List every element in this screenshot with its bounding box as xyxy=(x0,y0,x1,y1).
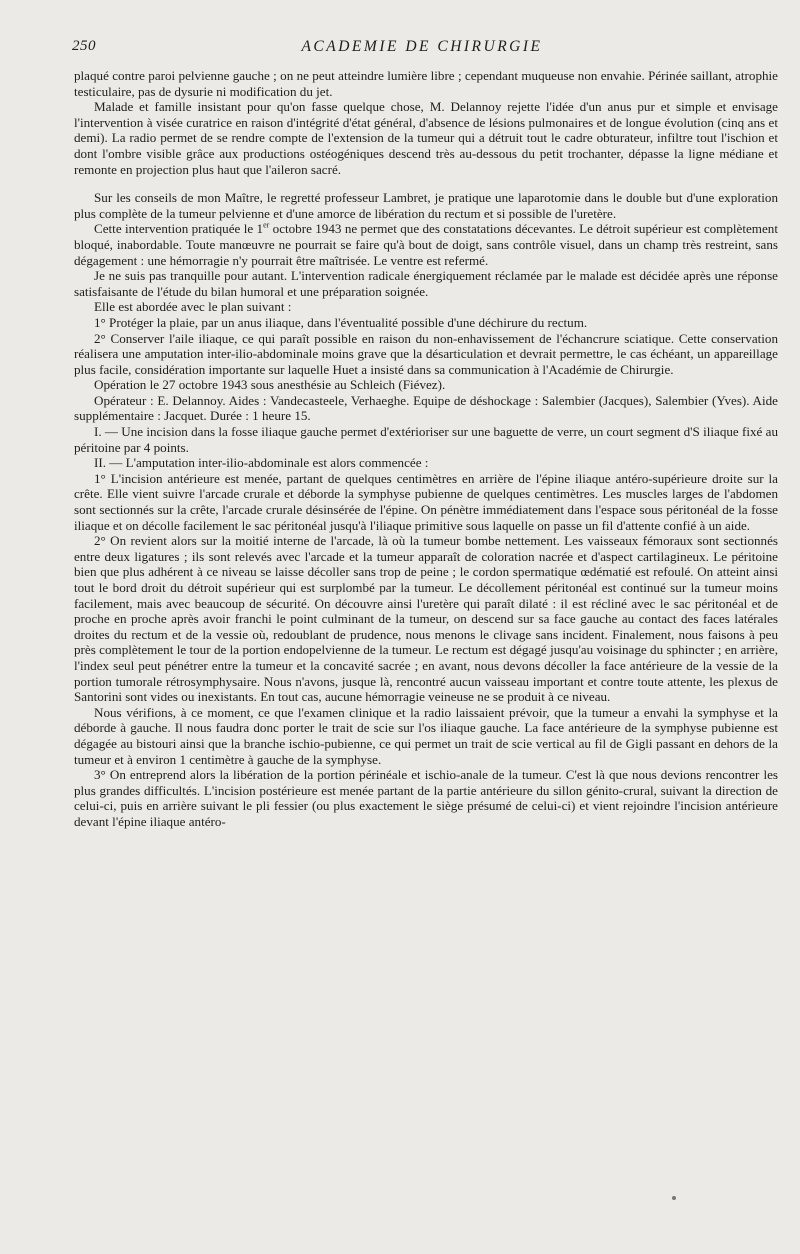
paragraph: Cette intervention pratiquée le 1er octobre 1943 ne permet que des constatations décevantes. Le détroit supérieur est complètement bloqué, inabordable. Toute manœuvre ne pourrait se faire qu'à bout de doigt, sans contrôle visuel, dans un champ très restreint, sans dégagement : une hémorragie n'y pourrait être maîtrisée. Le ventre est refermé. xyxy=(74,220,778,268)
page-number: 250 xyxy=(72,38,96,54)
paragraph: 2° Conserver l'aile iliaque, ce qui paraît possible en raison du non-enhavissement de l'échancrure sciatique. Cette conservation réalisera une amputation inter-ilio-abdominale moins grave que la désarticulation et devrait permettre, le cas échéant, un appareillage plus facile, considération importante sur laquelle Huet a insisté dans sa communication à l'Académie de Chirurgie. xyxy=(74,330,778,377)
paragraph: Opérateur : E. Delannoy. Aides : Vandecasteele, Verhaeghe. Equipe de déshockage : Salembier (Jacques), Salembier (Yves). Aide supplémentaire : Jacquet. Durée : 1 heure 15. xyxy=(74,392,778,424)
paragraph: Sur les conseils de mon Maître, le regretté professeur Lambret, je pratique une laparotomie dans le double but d'une exploration plus complète de la tumeur pelvienne et d'une amorce de libération du rectum et si possible de l'uretère. xyxy=(74,190,778,221)
paragraph: II. — L'amputation inter-ilio-abdominale est alors commencée : xyxy=(94,455,429,471)
paragraph: plaqué contre paroi pelvienne gauche ; on ne peut atteindre lumière libre ; cependant muqueuse non envahie. Périnée saillant, atrophie testiculaire, pas de dysurie ni modification du jet. xyxy=(74,68,778,99)
running-title: ACADEMIE DE CHIRURGIE xyxy=(301,38,543,55)
paragraph: Opération le 27 octobre 1943 sous anesthésie au Schleich (Fiévez). xyxy=(94,377,446,393)
paragraph: 3° On entreprend alors la libération de la portion périnéale et ischio-anale de la tumeur. C'est là que nous devions rencontrer les plus grandes difficultés. L'incision postérieure est menée partant de la partie antérieure du sillon génito-crural, suivant la direction de celui-ci, puis en arrière suivant le pli fessier (ou plus exactement le siège présumé de celui-ci) et vient rejoindre l'incision antérieure devant l'épine iliaque antéro- xyxy=(74,767,778,829)
paragraph: 1° L'incision antérieure est menée, partant de quelques centimètres en arrière de l'épine iliaque antéro-supérieure droite sur la crête. Elle vient suivre l'arcade crurale et déborde la symphyse pubienne de quelques centimètres. Les muscles larges de l'abdomen sont sectionnés sur la crête, l'arcade crurale désinsérée de l'épine. On pénètre immédiatement dans l'espace sous péritonéal de la fosse iliaque et on décolle facilement le sac péritonéal jusqu'à l'iliaque primitive sous laquelle on passe un fil d'attente confié à un aide. xyxy=(74,470,778,533)
paragraph: I. — Une incision dans la fosse iliaque gauche permet d'extérioriser sur une baguette de verre, un court segment d'S iliaque fixé au péritoine par 4 points. xyxy=(74,424,778,455)
paragraph: 2° On revient alors sur la moitié interne de l'arcade, là où la tumeur bombe nettement. Les vaisseaux fémoraux sont sectionnés entre deux ligatures ; ils sont relevés avec l'arcade et la tumeur apparaît de coloration nacrée et d'aspect cartilagineux. Le péritoine bien que plus adhérent à ce niveau se laisse décoller sans trop de peine ; le cordon spermatique œdématié est refoulé. On atteint ainsi tout le bord droit du détroit supérieur qui est surplombé par la tumeur. Le décollement péritonéal est continué sur la tumeur moins facilement, mais avec beaucoup de sécurité. On découvre ainsi l'uretère qui paraît dilaté : il est récliné avec le sac péritonéal et de proche en proche après avoir franchi le point culminant de la tumeur, on descend sur sa face gauche au contact des faces latérales droites du rectum et de la vessie où, redoublant de prudence, nous menons le clivage sans incident. Finalement, nous faisons à peu près complètement le tour de la portion endopelvienne de la tumeur. Le rectum est dégagé jusqu'au voisinage du sphincter ; en arrière, l'index seul peut pénétrer entre la tumeur et la concavité sacrée ; en avant, nous devons décoller la face antérieure de la vessie de la portion tumorale rétrosymphysaire. Nous n'avons, jusque là, rencontré aucun vaisseau important et contre toute attente, les plexus de Santorini sont vides ou inexistants. En tout cas, aucune hémorragie veineuse ne se produit à ce niveau. xyxy=(74,533,778,705)
paragraph: Nous vérifions, à ce moment, ce que l'examen clinique et la radio laissaient prévoir, que la tumeur a envahi la symphyse et la déborde à gauche. Il nous faudra donc porter le trait de scie sur l'os iliaque gauche. La face antérieure de la symphyse pubienne est dégagée au bistouri ainsi que la branche ischio-pubienne, ce qui permet un trait de scie vertical au fil de Gigli passant en dehors de la tumeur et à environ 1 centimètre à gauche de la symphyse. xyxy=(74,704,778,767)
body-text xyxy=(74,68,778,830)
paragraph: 1° Protéger la plaie, par un anus iliaque, dans l'éventualité possible d'une déchirure du rectum. xyxy=(94,314,588,330)
print-speck xyxy=(672,1196,676,1200)
paragraph: Malade et famille insistant pour qu'on fasse quelque chose, M. Delannoy rejette l'idée d'un anus pur et simple et envisage l'intervention à visée curatrice en raison d'intégrité d'état général, d'absence de lésions pulmonaires et de longue évolution (cinq ans et demi). La radio permet de se rendre compte de l'extension de la tumeur qui a détruit tout le cadre obturateur, infiltre tout l'ischion et dont l'ombre visible grâce aux productions ostéogéniques descend très au-dessous du petit trochanter, dépasse la ligne médiane et remonte en projection plus haut que l'aileron sacré. xyxy=(74,99,778,177)
paragraph: Elle est abordée avec le plan suivant : xyxy=(94,299,292,315)
paragraph: Je ne suis pas tranquille pour autant. L'intervention radicale énergiquement réclamée par le malade est décidée après une réponse satisfaisante de l'étude du bilan humoral et une préparation soignée. xyxy=(74,268,778,299)
running-header xyxy=(72,38,772,60)
